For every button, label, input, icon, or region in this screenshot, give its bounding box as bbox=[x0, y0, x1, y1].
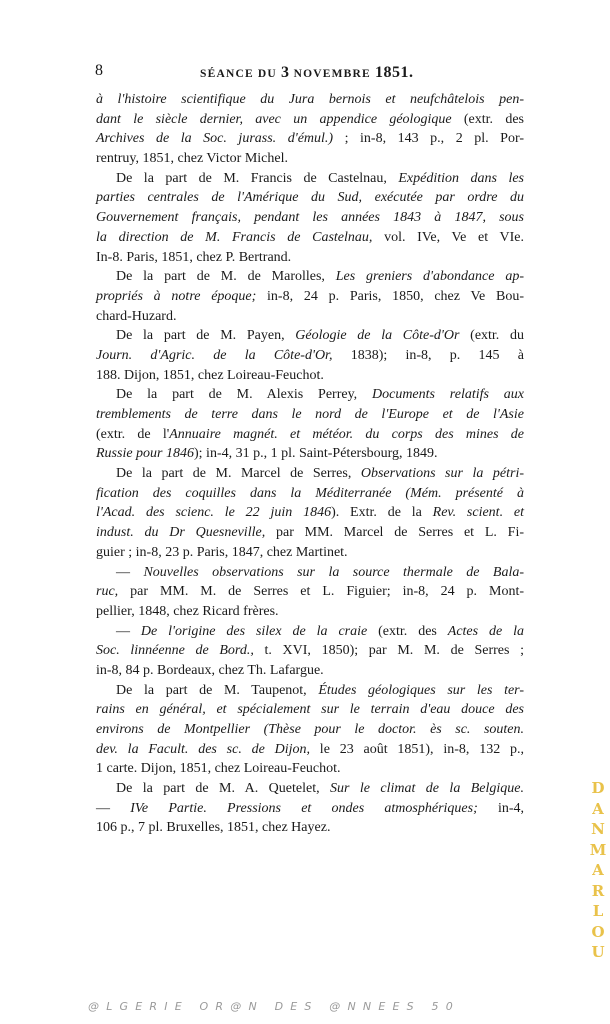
text-line bbox=[96, 267, 524, 287]
line-segment: In-8. Paris, 1851, chez P. Bertrand. bbox=[96, 249, 292, 265]
text-line bbox=[96, 346, 524, 366]
line-segment: (extr. du bbox=[459, 328, 525, 344]
line-segment: pellier, 1848, chez Ricard frères. bbox=[96, 603, 279, 619]
text-line bbox=[96, 90, 524, 110]
line-segment: 1 carte. Dijon, 1851, chez Loireau-Feuchot. bbox=[96, 761, 341, 777]
text-line bbox=[96, 563, 524, 583]
text-line bbox=[96, 326, 524, 346]
text-line bbox=[96, 444, 524, 464]
text-line bbox=[96, 405, 524, 425]
line-segment: dev. la Facult. des sc. de Dijon, bbox=[96, 741, 311, 757]
text-line bbox=[96, 799, 524, 819]
line-segment: Nouvelles observations sur la source thermale de Bala- bbox=[143, 564, 525, 580]
line-segment: Journ. d'Agric. de la Côte-d'Or, bbox=[96, 347, 333, 363]
line-segment: propriés à notre époque; bbox=[96, 288, 257, 304]
line-segment: in-8, 24 p. Paris, 1850, chez Ve Bou- bbox=[256, 288, 524, 304]
running-head bbox=[200, 64, 414, 82]
text-line bbox=[96, 759, 524, 779]
line-segment: IVe Partie. Pressions et ondes atmosphériques; bbox=[130, 800, 478, 816]
line-segment: l'Acad. des scienc. le 22 juin 1846 bbox=[96, 505, 332, 521]
running-head-day: 3 bbox=[281, 64, 290, 81]
line-segment: Archives de la Soc. jurass. d'émul.) bbox=[96, 131, 334, 147]
page-number: 8 bbox=[95, 62, 103, 79]
line-segment: De la part de M. Payen, bbox=[116, 328, 296, 344]
line-segment: dant le siècle dernier, avec un appendice géologique bbox=[96, 111, 452, 127]
text-line bbox=[96, 543, 524, 563]
line-segment: in-8, 84 p. Bordeaux, chez Th. Lafargue. bbox=[96, 662, 324, 678]
page-header bbox=[95, 62, 525, 84]
text-line bbox=[96, 149, 524, 169]
line-segment: (extr. des bbox=[367, 623, 448, 639]
line-segment: Sur le climat de la Belgique. bbox=[330, 781, 524, 797]
line-segment: à l'histoire scientifique du Jura bernois et neufchâtelois pen- bbox=[96, 92, 524, 107]
watermark-letter: N bbox=[591, 820, 605, 838]
line-segment: Actes de la bbox=[447, 623, 525, 639]
watermark-letter: D bbox=[591, 779, 605, 797]
running-head-left: SÉANCE DU bbox=[200, 68, 282, 80]
line-segment: De l'origine des silex de la craie bbox=[140, 623, 368, 639]
line-segment: guier ; in-8, 23 p. Paris, 1847, chez Martinet. bbox=[96, 544, 348, 560]
text-line bbox=[96, 385, 524, 405]
line-segment: tremblements de terre dans le nord de l'Europe et de l'Asie bbox=[96, 407, 524, 422]
body-text bbox=[96, 90, 524, 838]
line-segment: Documents relatifs aux bbox=[372, 387, 524, 403]
text-line bbox=[96, 484, 524, 504]
text-line bbox=[96, 681, 524, 701]
text-line bbox=[96, 740, 524, 760]
text-line bbox=[96, 602, 524, 622]
line-segment: in-4, bbox=[477, 800, 525, 816]
line-segment: (extr. de l' bbox=[96, 426, 170, 442]
line-segment: Rev. scient. et bbox=[432, 505, 524, 521]
watermark-letter: U bbox=[591, 943, 605, 961]
text-line bbox=[96, 700, 524, 720]
line-segment: De la part de M. Marcel de Serres, bbox=[116, 466, 361, 482]
line-segment: vol. IVe, Ve et VIe. bbox=[372, 229, 524, 245]
line-segment: De la part de M. Alexis Perrey, bbox=[116, 387, 372, 403]
text-line bbox=[96, 425, 524, 445]
text-line bbox=[96, 523, 524, 543]
text-line bbox=[96, 287, 524, 307]
text-line bbox=[96, 818, 524, 838]
text-line bbox=[96, 366, 524, 386]
text-line bbox=[96, 779, 524, 799]
line-segment: Observations sur la pétri- bbox=[360, 466, 524, 482]
line-segment: — bbox=[96, 800, 131, 816]
line-segment: parties centrales de l'Amérique du Sud, exécutée par ordre du bbox=[96, 190, 524, 206]
text-line bbox=[96, 661, 524, 681]
line-segment: — bbox=[116, 564, 144, 580]
text-line bbox=[96, 188, 524, 208]
line-segment: rains en général, et spécialement sur le terrain d'eau douce des bbox=[96, 702, 524, 718]
line-segment: ; in-8, 143 p., 2 pl. Por- bbox=[333, 131, 524, 147]
watermark-letter: L bbox=[592, 902, 604, 920]
line-segment: Les greniers d'abondance ap- bbox=[335, 269, 524, 285]
line-segment: Annuaire magnét. et météor. du corps des mines de bbox=[169, 426, 524, 442]
text-line bbox=[96, 720, 524, 740]
running-head-month: NOVEMBRE bbox=[289, 68, 375, 80]
watermark-letter: O bbox=[591, 922, 605, 941]
text-line bbox=[96, 228, 524, 248]
watermark-letter: A bbox=[592, 861, 604, 879]
running-head-year: 1851. bbox=[375, 64, 414, 81]
line-segment: 1838); in-8, p. 145 à bbox=[332, 347, 524, 363]
line-segment: De la part de M. Francis de Castelnau, bbox=[116, 170, 399, 186]
line-segment: le 23 août 1851), in-8, 132 p., bbox=[310, 741, 524, 757]
line-segment: par MM. Marcel de Serres et L. Fi- bbox=[265, 525, 525, 541]
text-line bbox=[96, 503, 524, 523]
watermark-letter: M bbox=[589, 840, 607, 859]
line-segment: environs de Montpellier (Thèse pour le doctor. ès sc. souten. bbox=[96, 722, 524, 737]
line-segment: Études géologiques sur les ter- bbox=[318, 682, 524, 698]
line-segment: — bbox=[116, 623, 141, 639]
watermark-letter: A bbox=[592, 799, 604, 818]
text-line bbox=[96, 110, 524, 130]
vertical-watermark bbox=[589, 778, 607, 963]
text-line bbox=[96, 622, 524, 642]
line-segment: t. XVI, 1850); par M. M. de Serres ; bbox=[253, 643, 524, 659]
line-segment: ); in-4, 31 p., 1 pl. Saint-Pétersbourg, 1849. bbox=[194, 446, 438, 462]
line-segment: la direction de M. Francis de Castelnau, bbox=[96, 229, 373, 245]
line-segment: Soc. linnéenne de Bord., bbox=[96, 643, 254, 659]
line-segment: Russie pour 1846 bbox=[96, 446, 194, 462]
line-segment: Gouvernement français, pendant les années 1843 à 1847, sous bbox=[96, 210, 524, 226]
line-segment: Expédition dans les bbox=[398, 170, 524, 186]
line-segment: 106 p., 7 pl. Bruxelles, 1851, chez Hayez. bbox=[96, 820, 331, 836]
line-segment: 188. Dijon, 1851, chez Loireau-Feuchot. bbox=[96, 367, 324, 383]
line-segment: Mém. présenté à bbox=[410, 485, 524, 501]
line-segment: fication des coquilles dans la Méditerranée ( bbox=[96, 485, 411, 501]
text-line bbox=[96, 208, 524, 228]
footer-watermark: @LGERIE OR@N DES @NNEES 50 bbox=[88, 1000, 460, 1013]
line-segment: rentruy, 1851, chez Victor Michel. bbox=[96, 151, 288, 167]
line-segment: De la part de M. Taupenot, bbox=[116, 682, 319, 698]
line-segment: par MM. M. de Serres et L. Figuier; in-8, 24 p. Mont- bbox=[118, 584, 524, 600]
text-line bbox=[96, 582, 524, 602]
line-segment: De la part de M. A. Quetelet, bbox=[116, 781, 331, 797]
line-segment: ruc, bbox=[96, 584, 119, 600]
text-line bbox=[96, 464, 524, 484]
line-segment: indust. du Dr Quesneville, bbox=[96, 525, 266, 541]
text-line bbox=[96, 129, 524, 149]
line-segment: Géologie de la Côte-d'Or bbox=[295, 328, 460, 344]
line-segment: chard-Huzard. bbox=[96, 308, 177, 324]
watermark-letter: R bbox=[591, 881, 605, 900]
text-line bbox=[96, 169, 524, 189]
text-line bbox=[96, 248, 524, 268]
line-segment: De la part de M. de Marolles, bbox=[116, 269, 336, 285]
line-segment: (extr. des bbox=[451, 111, 524, 127]
text-line bbox=[96, 307, 524, 327]
line-segment: ). Extr. de la bbox=[331, 505, 433, 521]
text-line bbox=[96, 641, 524, 661]
